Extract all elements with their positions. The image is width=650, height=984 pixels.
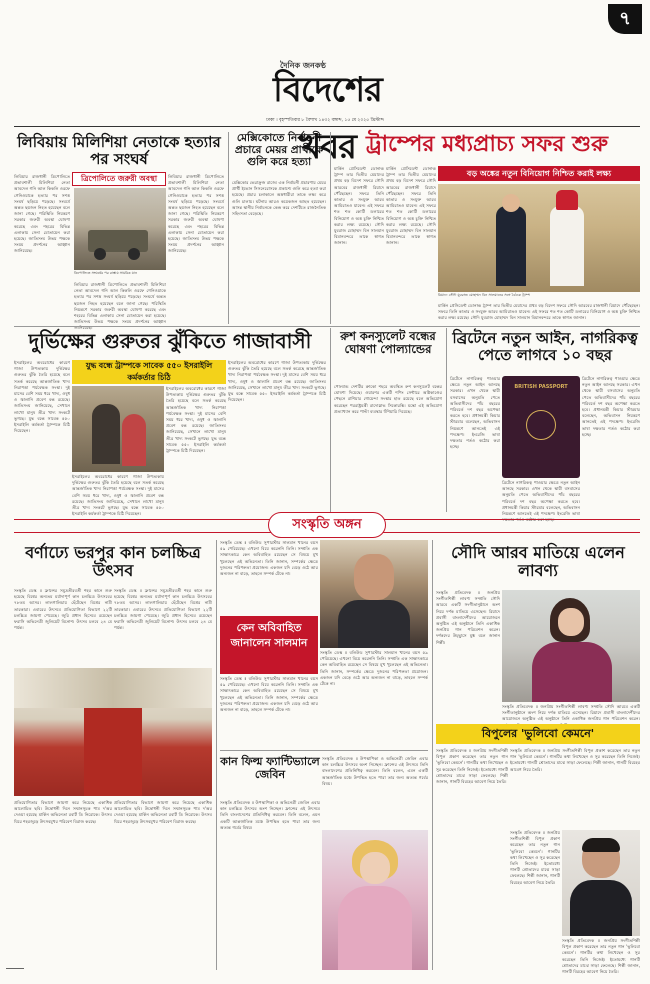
row-rule xyxy=(14,326,640,327)
biplob-body-lower: সংস্কৃতি প্রতিবেদক ॥ জনপ্রিয় সংগীতশিল্পী বিপুল প্রকাশ করেছেন তার নতুন গান 'ভুলিবো কেমনে'। গানটির কথা লিখেছেন ও সুর করেছেন তিনি নিজেই। ইতোমধ্যে গানটি শ্রোতাদের মাঝে সাড়া ফেলেছে। শিল্পী জানান, গানটি বিরহের আবেগ নিয়ে তৈরি। xyxy=(562,938,640,975)
person-figure-shape xyxy=(550,206,584,286)
poland-headline: রুশ কনস্যুলেট বন্ধের ঘোষণা পোল্যান্ডের xyxy=(340,329,436,357)
passport-title: BRITISH PASSPORT xyxy=(514,384,568,390)
biplob-body-col2: সংস্কৃতি প্রতিবেদক ॥ জনপ্রিয় সংগীতশিল্পী বিপুল প্রকাশ করেছেন তার নতুন গান 'ভুলিবো কেমনে'। গানটির কথা লিখেছেন ও সুর করেছেন তিনি নিজেই। ইতোমধ্যে গানটি শ্রোতাদের মাঝে সাড়া ফেলেছে। শিল্পী জানান, গানটি বিরহের আবেগ নিয়ে তৈরি। xyxy=(510,748,640,772)
headscarf-shape xyxy=(556,190,578,210)
vehicle-wheel-shape xyxy=(94,248,106,260)
britain-body-lower: ব্রিটেনে নাগরিকত্ব পাওয়ার ক্ষেত্রে নতুন আইন আনছে সরকার। এখন থেকে স্থায়ী বসবাসের অনুমতি পেতে অভিবাসীদের পাঁচ বছরের পরিবর্তে দশ বছর অপেক্ষা করতে হবে। প্রধানমন্ত্রী কিয়ার স্টারমার বলেছেন, অভিবাসন নিয়ন্ত্রণে আনতেই এই পদক্ষেপ। ইংরেজি ভাষা দক্ষতার শর্তও কঠোর করা হচ্ছে। xyxy=(502,480,580,523)
libya-body: লিবিয়ার রাজধানী ত্রিপোলিতে প্রভাবশালী মিলিশিয়া নেতা আবদেল গনি আল কিকলি ওরফে গেনিওয়াকে হত্যার পর সশস্ত্র সংঘর্ষ ছড়িয়ে পড়েছে। সংঘর্ষে অন্তত ছয়জন নিহত হয়েছেন বলে জানা গেছে। পরিস্থিতি নিয়ন্ত্রণে সরকার জরুরী অবস্থা ঘোষণা করেছে এবং শহরের বিভিন্ন এলাকায় সেনা মোতায়েন করা হয়েছে। জাতিসংঘ উভয় পক্ষকে সংযম প্রদর্শনের আহ্বান জানিয়েছে। xyxy=(14,174,70,254)
salman-body-col2: সংস্কৃতি ডেস্ক ॥ বলিউড সুপারস্টার সালমান খানের বয়স ৫৯ পেরিয়েছে। এখনো বিয়ে করেননি তিনি। সম্প্রতি এক সাক্ষাৎকারে কেন অবিবাহিত রয়েছেন সে বিষয়ে মুখ খুলেছেন এই অভিনেতা। তিনি জানান, সম্পর্কের ক্ষেত্রে দুজনের পরিপক্বতা প্রয়োজন। একজন যদি বেড়ে ওঠে আর অন্যজন না বাড়ে, তাহলে সম্পর্ক টেকে না। xyxy=(220,676,318,713)
column-rule xyxy=(446,328,447,512)
page-mark xyxy=(6,968,24,969)
masthead-title: বিদেশের খবর xyxy=(273,70,382,167)
labonno-photo xyxy=(502,590,640,702)
jebin-body-col2: সংস্কৃতি প্রতিবেদক ॥ উপস্থাপিকা ও অভিনেত্রী জেবিন এবার কান চলচ্চিত্র উৎসবে অংশ নিচ্ছেন। ফ্রান্সের এই উৎসবে তিনি বাংলাদেশের প্রতিনিধিত্ব করবেন। তিনি বলেন, এমন একটি আন্তর্জাতিক মঞ্চে উপস্থিত হতে পারা তার জন্য অত্যন্ত গর্বের বিষয়। xyxy=(322,756,428,786)
trump-subhead: বড় অঙ্কের নতুন বিনিয়োগ নিশ্চিত করাই লক্ষ্য xyxy=(438,166,640,181)
jacket-shape xyxy=(570,880,632,936)
britain-body: ব্রিটেনে নাগরিকত্ব পাওয়ার ক্ষেত্রে নতুন আইন আনছে সরকার। এখন থেকে স্থায়ী বসবাসের অনুমতি পেতে অভিবাসীদের পাঁচ বছরের পরিবর্তে দশ বছর অপেক্ষা করতে হবে। প্রধানমন্ত্রী কিয়ার স্টারমার বলেছেন, অভিবাসন নিয়ন্ত্রণে আনতেই এই পদক্ষেপ। ইংরেজি ভাষা দক্ষতার শর্তও কঠোর করা হচ্ছে। xyxy=(450,376,500,450)
salman-tag: কেন অবিবাহিত জানালেন সালমান xyxy=(220,616,318,674)
gaza-headline: দুর্ভিক্ষের গুরুতর ঝুঁকিতে গাজাবাসী xyxy=(28,329,312,353)
salman-body: সংস্কৃতি ডেস্ক ॥ বলিউড সুপারস্টার সালমান খানের বয়স ৫৯ পেরিয়েছে। এখনো বিয়ে করেননি তিনি। সম্প্রতি এক সাক্ষাৎকারে কেন অবিবাহিত রয়েছেন সে বিষয়ে মুখ খুলেছেন এই অভিনেতা। তিনি জানান, সম্পর্কের ক্ষেত্রে দুজনের পরিপক্বতা প্রয়োজন। একজন যদি বেড়ে ওঠে আর অন্যজন না বাড়ে, তাহলে সম্পর্ক টেকে না। xyxy=(220,540,318,577)
libya-photo xyxy=(74,188,166,270)
crest-icon xyxy=(526,410,556,440)
saudi-headline: সৌদি আরব মাতিয়ে এলেন লাবণ্য xyxy=(451,543,625,581)
saudi-body-lower: সংস্কৃতি প্রতিবেদক ॥ জনপ্রিয় সংগীতশিল্পী লাবণ্য সম্প্রতি সৌদি আরবে একটি সংগীতানুষ্ঠানে অংশ নিয়ে দর্শক মাতিয়ে এসেছেন। রিয়াদে প্রবাসী বাংলাদেশীদের আয়োজনে অনুষ্ঠিত এই অনুষ্ঠানে তিনি একাধিক জনপ্রিয় গান পরিবেশন করেন। xyxy=(502,704,640,722)
biplob-photo xyxy=(562,830,640,936)
trump-body: মার্কিন প্রেসিডেন্ট ডোনাল্ড ট্রাম্প তার দ্বিতীয় মেয়াদের প্রথম বড় বিদেশ সফরে সৌদি আরবের রাজধানী রিয়াদে পৌঁছেছেন। সফরে তিনি কাতার ও সংযুক্ত আরব আমিরাতও যাবেন। এই সফরে শত শত কোটি ডলারের বিনিয়োগ ও অস্ত্র চুক্তি নিশ্চিত করার লক্ষ্য রয়েছে। সৌদি যুবরাজ মোহাম্মদ বিন সালমান বিমানবন্দরে তাকে স্বাগত জানান। xyxy=(334,166,384,246)
shirt-shape xyxy=(338,600,410,648)
masthead-rule xyxy=(14,126,640,127)
mexico-body: মেক্সিকোর ভেরাক্রুজ রাজ্যে এক নির্বাচনী প্রচারণায় মেয়র প্রার্থী ইভোন সিসনেরোসকে প্রকাশ্যে গুলি করে হত্যা করা হয়েছে। প্রচার চলাকালে অস্ত্রধারীরা তাকে লক্ষ্য করে গুলি চালায়। ঘটনায় আরও কয়েকজন আহত হয়েছেন। আসন্ন স্থানীয় নির্বাচনকে কেন্দ্র করে দেশটিতে রাজনৈতিক সহিংসতা বেড়েছে। xyxy=(232,180,326,217)
trump-headline: ট্রাম্পের মধ্যপ্রাচ্য সফর শুরু xyxy=(366,131,608,157)
dress-shape xyxy=(338,886,412,970)
mexico-headline: মেক্সিকোতে নির্বাচনী প্রচারে মেয়র প্রার্থীকে গুলি করে হত্যা xyxy=(234,132,324,169)
gaza-body-col2: ইসরাইলের অবরোধের কারণে গাজা উপত্যকায় দুর্ভিক্ষের গুরুতর ঝুঁকি তৈরি হয়েছে বলে সতর্ক করেছে আন্তর্জাতিক খাদ্য নিরাপত্তা পর্যবেক্ষক সংস্থা। দুই মাসের বেশি সময় ধরে খাদ্য, ওষুধ ও জ্বালানি প্রবেশ বন্ধ রয়েছে। জাতিসংঘ জানিয়েছে, সেখানে লাখো মানুষ তীব্র খাদ্য সংকটে ভুগছে। যুদ্ধ বন্ধে সাবেক ৫৫০ ইসরাইলি কর্মকর্তা ট্রাম্পকে চিঠি দিয়েছেন। xyxy=(166,386,226,454)
trump-body-lower: মার্কিন প্রেসিডেন্ট ডোনাল্ড ট্রাম্প তার দ্বিতীয় মেয়াদের প্রথম বড় বিদেশ সফরে সৌদি আরবের রাজধানী রিয়াদে পৌঁছেছেন। সফরে তিনি কাতার ও সংযুক্ত আরব আমিরাতও যাবেন। এই সফরে শত শত কোটি ডলারের বিনিয়োগ ও অস্ত্র চুক্তি নিশ্চিত করার লক্ষ্য রয়েছে। সৌদি যুবরাজ মোহাম্মদ বিন সালমান বিমানবন্দরে তাকে স্বাগত জানান। xyxy=(438,303,640,321)
libya-tag: ত্রিপোলিতে জরুরী অবস্থা xyxy=(72,172,166,186)
cannes-photo xyxy=(14,668,212,796)
trump-body-col2: মার্কিন প্রেসিডেন্ট ডোনাল্ড ট্রাম্প তার দ্বিতীয় মেয়াদের প্রথম বড় বিদেশ সফরে সৌদি আরবের রাজধানী রিয়াদে পৌঁছেছেন। সফরে তিনি কাতার ও সংযুক্ত আরব আমিরাতও যাবেন। এই সফরে শত শত কোটি ডলারের বিনিয়োগ ও অস্ত্র চুক্তি নিশ্চিত করার লক্ষ্য রয়েছে। সৌদি যুবরাজ মোহাম্মদ বিন সালমান বিমানবন্দরে তাকে স্বাগত জানান। xyxy=(386,166,436,246)
britain-headline: ব্রিটেনে নতুন আইন, নাগরিকত্ব পেতে লাগবে ১০ বছর xyxy=(452,329,638,365)
column-rule xyxy=(228,132,229,324)
section-label: সংস্কৃতি অঙ্গন xyxy=(268,512,386,538)
biplob-body-col3: সংস্কৃতি প্রতিবেদক ॥ জনপ্রিয় সংগীতশিল্পী বিপুল প্রকাশ করেছেন তার নতুন গান 'ভুলিবো কেমনে'। গানটির কথা লিখেছেন ও সুর করেছেন তিনি নিজেই। ইতোমধ্যে গানটি শ্রোতাদের মাঝে সাড়া ফেলেছে। শিল্পী জানান, গানটি বিরহের আবেগ নিয়ে তৈরি। xyxy=(510,830,560,885)
trump-caption: রিয়াদে সৌদি যুবরাজ মোহাম্মদ বিন সালমানের সঙ্গে বৈঠকে ট্রাম্প xyxy=(438,293,530,297)
biplob-headline: বিপুলের 'ভুলিবো কেমনে' xyxy=(436,724,640,744)
cannes-body-lower: প্রতিযোগিতার বিভাগে জায়গা করে নিয়েছে একাধিক আলোচিত ছবি। উদ্বোধনী দিনে সম্মানসূচক পাম দ'অর দেওয়া হয়েছে মার্কিন অভিনেতা রবার্ট ডি নিরোকে। উৎসব ঘিরে শহরজুড়ে উৎসবমুখর পরিবেশ বিরাজ করছে। xyxy=(14,800,112,824)
person-head-shape xyxy=(502,194,520,212)
column-rule xyxy=(216,540,217,970)
cannes-headline: বর্ণাঢ্যে ভরপুর কান চলচ্চিত্র উৎসব xyxy=(25,543,201,581)
row-rule xyxy=(220,750,428,751)
passport-photo xyxy=(502,376,580,478)
column-rule xyxy=(330,328,331,512)
saudi-body: সংস্কৃতি প্রতিবেদক ॥ জনপ্রিয় সংগীতশিল্পী লাবণ্য সম্প্রতি সৌদি আরবে একটি সংগীতানুষ্ঠানে অংশ নিয়ে দর্শক মাতিয়ে এসেছেন। রিয়াদে প্রবাসী বাংলাদেশীদের আয়োজনে অনুষ্ঠিত এই অনুষ্ঠানে তিনি একাধিক জনপ্রিয় গান পরিবেশন করেন। দর্শকদের উচ্ছ্বাসে মুগ্ধ বলে জানান শিল্পী। xyxy=(436,590,500,645)
face-shape xyxy=(558,608,584,636)
red-carpet-shape xyxy=(84,708,142,796)
salman-photo xyxy=(320,540,428,648)
cannes-body-col2: সংস্কৃতি ডেস্ক ॥ ফ্রান্সের সমুদ্রতীরবর্তী শহর কানে শুরু হয়েছে বিশ্বের অন্যতম মর্যাদাপূর্ণ কান চলচ্চিত্র উৎসবের ৭৮তম আসর। লালগালিচায় হেঁটেছেন বিশ্বের নামী তারকারা। এবারের উৎসবে প্রতিযোগিতা বিভাগে ২২টি চলচ্চিত্র জায়গা পেয়েছে। জুরি প্রধান হিসেবে রয়েছেন ফরাসি অভিনেত্রী জুলিয়েট বিনোশ। উৎসব চলবে ২৪ মে পর্যন্ত। xyxy=(114,588,212,631)
masthead-date-line: ঢাকা । বৃহস্পতিবার ৮ বৈশাখ ১৪৩২ বঙ্গাব্দ, ১৫ মে ২০২৫ খ্রিস্টাব্দ xyxy=(266,118,384,123)
poland-body: পোল্যান্ড দেশটির ক্রাকো শহরে অবস্থিত রুশ কনস্যুলেট বন্ধের ঘোষণা দিয়েছে। ওয়ারশর একটি শপিং সেন্টারে অগ্নিকাণ্ডের পেছনে রাশিয়ার গোয়েন্দা সংস্থার হাত রয়েছে বলে অভিযোগ করেছেন পররাষ্ট্রমন্ত্রী রাদোস্লাভ সিকোরস্কি। মস্কো এই অভিযোগ প্রত্যাখ্যান করে পাল্টা ব্যবস্থার হুঁশিয়ারি দিয়েছে। xyxy=(334,384,442,414)
biplob-body: সংস্কৃতি প্রতিবেদক ॥ জনপ্রিয় সংগীতশিল্পী বিপুল প্রকাশ করেছেন তার নতুন গান 'ভুলিবো কেমনে'। গানটির কথা লিখেছেন ও সুর করেছেন তিনি নিজেই। ইতোমধ্যে গানটি শ্রোতাদের মাঝে সাড়া ফেলেছে। শিল্পী জানান, গানটি বিরহের আবেগ নিয়ে তৈরি। xyxy=(436,748,508,785)
jebin-body: সংস্কৃতি প্রতিবেদক ॥ উপস্থাপিকা ও অভিনেত্রী জেবিন এবার কান চলচ্চিত্র উৎসবে অংশ নিচ্ছেন। ফ্রান্সের এই উৎসবে তিনি বাংলাদেশের প্রতিনিধিত্ব করবেন। তিনি বলেন, এমন একটি আন্তর্জাতিক মঞ্চে উপস্থিত হতে পারা তার জন্য অত্যন্ত গর্বের বিষয়। xyxy=(220,800,320,830)
face-shape xyxy=(354,554,394,600)
gaza-body-col3: ইসরাইলের অবরোধের কারণে গাজা উপত্যকায় দুর্ভিক্ষের গুরুতর ঝুঁকি তৈরি হয়েছে বলে সতর্ক করেছে আন্তর্জাতিক খাদ্য নিরাপত্তা পর্যবেক্ষক সংস্থা। দুই মাসের বেশি সময় ধরে খাদ্য, ওষুধ ও জ্বালানি প্রবেশ বন্ধ রয়েছে। জাতিসংঘ জানিয়েছে, সেখানে লাখো মানুষ তীব্র খাদ্য সংকটে ভুগছে। যুদ্ধ বন্ধে সাবেক ৫৫০ ইসরাইলি কর্মকর্তা ট্রাম্পকে চিঠি দিয়েছেন। xyxy=(228,360,326,403)
person-figure-shape xyxy=(92,404,120,464)
column-rule xyxy=(432,540,433,970)
gaza-photo xyxy=(72,386,164,472)
trump-photo xyxy=(438,184,640,292)
britain-body-col2: ব্রিটেনে নাগরিকত্ব পাওয়ার ক্ষেত্রে নতুন আইন আনছে সরকার। এখন থেকে স্থায়ী বসবাসের অনুমতি পেতে অভিবাসীদের পাঁচ বছরের পরিবর্তে দশ বছর অপেক্ষা করতে হবে। প্রধানমন্ত্রী কিয়ার স্টারমার বলেছেন, অভিবাসন নিয়ন্ত্রণে আনতেই এই পদক্ষেপ। ইংরেজি ভাষা দক্ষতার শর্তও কঠোর করা হচ্ছে। xyxy=(582,376,640,437)
theatre-facade-shape xyxy=(14,668,212,708)
vehicle-wheel-shape xyxy=(128,248,140,260)
column-rule xyxy=(330,132,331,324)
hair-shape xyxy=(582,838,620,852)
gaza-body: ইসরাইলের অবরোধের কারণে গাজা উপত্যকায় দুর্ভিক্ষের গুরুতর ঝুঁকি তৈরি হয়েছে বলে সতর্ক করেছে আন্তর্জাতিক খাদ্য নিরাপত্তা পর্যবেক্ষক সংস্থা। দুই মাসের বেশি সময় ধরে খাদ্য, ওষুধ ও জ্বালানি প্রবেশ বন্ধ রয়েছে। জাতিসংঘ জানিয়েছে, সেখানে লাখো মানুষ তীব্র খাদ্য সংকটে ভুগছে। যুদ্ধ বন্ধে সাবেক ৫৫০ ইসরাইলি কর্মকর্তা ট্রাম্পকে চিঠি দিয়েছেন। xyxy=(14,360,70,434)
libya-headline: লিবিয়ায় মিলিশিয়া নেতাকে হত্যার পর সংঘর্ষ xyxy=(17,133,221,169)
masthead-brand: দৈনিক জনকণ্ঠ xyxy=(280,61,326,70)
person-figure-shape xyxy=(496,206,526,286)
jebin-headline: কান ফিল্ম ফ্যান্টিভ্যালে জেবিন xyxy=(220,755,320,781)
salman-body-col3: সংস্কৃতি ডেস্ক ॥ বলিউড সুপারস্টার সালমান খানের বয়স ৫৯ পেরিয়েছে। এখনো বিয়ে করেননি তিনি। সম্প্রতি এক সাক্ষাৎকারে কেন অবিবাহিত রয়েছেন সে বিষয়ে মুখ খুলেছেন এই অভিনেতা। তিনি জানান, সম্পর্কের ক্ষেত্রে দুজনের পরিপক্বতা প্রয়োজন। একজন যদি বেড়ে ওঠে আর অন্যজন না বাড়ে, তাহলে সম্পর্ক টেকে না। xyxy=(320,650,428,687)
libya-body-lower: লিবিয়ার রাজধানী ত্রিপোলিতে প্রভাবশালী মিলিশিয়া নেতা আবদেল গনি আল কিকলি ওরফে গেনিওয়াকে হত্যার পর সশস্ত্র সংঘর্ষ ছড়িয়ে পড়েছে। সংঘর্ষে অন্তত ছয়জন নিহত হয়েছেন বলে জানা গেছে। পরিস্থিতি নিয়ন্ত্রণে সরকার জরুরী অবস্থা ঘোষণা করেছে এবং শহরের বিভিন্ন এলাকায় সেনা মোতায়েন করা হয়েছে। জাতিসংঘ উভয় পক্ষকে সংযম প্রদর্শনের আহ্বান জানিয়েছে। xyxy=(74,282,166,331)
libya-caption: ত্রিপোলিতে সংঘর্ষের পর রাস্তায় সামরিক যান xyxy=(74,271,138,275)
gaza-body-lower: ইসরাইলের অবরোধের কারণে গাজা উপত্যকায় দুর্ভিক্ষের গুরুতর ঝুঁকি তৈরি হয়েছে বলে সতর্ক করেছে আন্তর্জাতিক খাদ্য নিরাপত্তা পর্যবেক্ষক সংস্থা। দুই মাসের বেশি সময় ধরে খাদ্য, ওষুধ ও জ্বালানি প্রবেশ বন্ধ রয়েছে। জাতিসংঘ জানিয়েছে, সেখানে লাখো মানুষ তীব্র খাদ্য সংকটে ভুগছে। যুদ্ধ বন্ধে সাবেক ৫৫০ ইসরাইলি কর্মকর্তা ট্রাম্পকে চিঠি দিয়েছেন। xyxy=(72,474,164,517)
cannes-body-lower-col2: প্রতিযোগিতার বিভাগে জায়গা করে নিয়েছে একাধিক আলোচিত ছবি। উদ্বোধনী দিনে সম্মানসূচক পাম দ'অর দেওয়া হয়েছে মার্কিন অভিনেতা রবার্ট ডি নিরোকে। উৎসব ঘিরে শহরজুড়ে উৎসবমুখর পরিবেশ বিরাজ করছে। xyxy=(114,800,212,824)
saree-shape xyxy=(532,642,612,702)
face-shape xyxy=(360,852,390,884)
jebin-photo xyxy=(322,830,428,970)
page-number: ৭ xyxy=(608,4,642,34)
person-figure-shape xyxy=(122,414,146,466)
cannes-body: সংস্কৃতি ডেস্ক ॥ ফ্রান্সের সমুদ্রতীরবর্তী শহর কানে শুরু হয়েছে বিশ্বের অন্যতম মর্যাদাপূর্ণ কান চলচ্চিত্র উৎসবের ৭৮তম আসর। লালগালিচায় হেঁটেছেন বিশ্বের নামী তারকারা। এবারের উৎসবে প্রতিযোগিতা বিভাগে ২২টি চলচ্চিত্র জায়গা পেয়েছে। জুরি প্রধান হিসেবে রয়েছেন ফরাসি অভিনেত্রী জুলিয়েট বিনোশ। উৎসব চলবে ২৪ মে পর্যন্ত। xyxy=(14,588,112,631)
libya-body-col2: লিবিয়ার রাজধানী ত্রিপোলিতে প্রভাবশালী মিলিশিয়া নেতা আবদেল গনি আল কিকলি ওরফে গেনিওয়াকে হত্যার পর সশস্ত্র সংঘর্ষ ছড়িয়ে পড়েছে। সংঘর্ষে অন্তত ছয়জন নিহত হয়েছেন বলে জানা গেছে। পরিস্থিতি নিয়ন্ত্রণে সরকার জরুরী অবস্থা ঘোষণা করেছে এবং শহরের বিভিন্ন এলাকায় সেনা মোতায়েন করা হয়েছে। জাতিসংঘ উভয় পক্ষকে সংযম প্রদর্শনের আহ্বান জানিয়েছে। xyxy=(168,174,224,254)
gaza-tag: যুদ্ধ বন্ধে ট্রাম্পকে সাবেক ৫৫০ ইসরাইলি কর্মকর্তার চিঠি xyxy=(72,360,226,384)
